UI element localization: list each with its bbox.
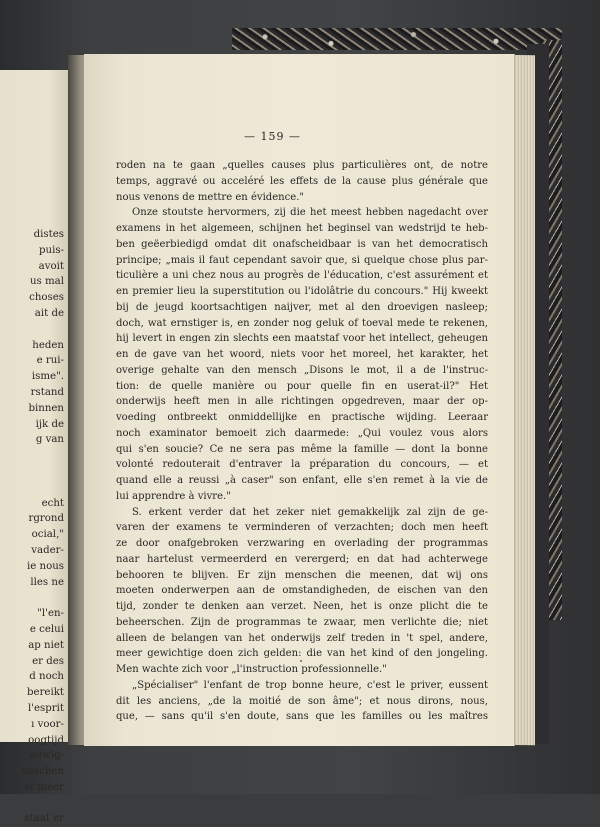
left-page-line: rstand [30, 386, 64, 398]
left-page-line: avoit [38, 260, 64, 272]
left-page-line: l'esprit [27, 702, 64, 714]
left-page-line: isme". [31, 371, 64, 383]
left-page-line: heden [32, 339, 64, 351]
text-line: dit les anciens, „de la moitié de son âme"; et nous dirons, nous, [116, 695, 488, 707]
text-line: alleen de belangen van het onderwijs zelf treden in 't spel, andere, [116, 632, 488, 644]
left-page-line: e celui [29, 623, 64, 635]
text-line: voeding ontbreekt onmiddellijke en practische wijding. Leeraar [116, 412, 488, 423]
left-page-line: ie nous [26, 560, 64, 572]
text-line: overige gehalte van den mensch „Disons le mot, il a de l'instruc- [116, 364, 488, 376]
text-line: temps, aggravé ou acceléré les effets de la cause plus générale que [116, 175, 488, 187]
left-page-line: g van [35, 434, 64, 446]
left-page-text [0, 227, 68, 827]
left-page-line: ocial," [31, 529, 64, 541]
text-line: volonté redouterait d'entraver la préparation du concours, — et [116, 459, 488, 471]
left-page-line: vader- [31, 544, 64, 556]
text-line: meer gewichtige doen zich gelden: die van het kind of den jongeling. [116, 648, 488, 660]
left-page-line: ijk de [35, 418, 64, 430]
left-page [0, 70, 72, 825]
marbled-cover-top [232, 28, 562, 50]
page-number: — 159 — [244, 130, 301, 143]
left-page-line [0, 322, 68, 338]
text-line: onderwijs heeft men in alle richtingen opgedreven, maar der op- [116, 396, 488, 408]
left-page-line: oogtijd [28, 734, 64, 746]
text-line: que, — sans qu'il s'en doute, sans que les familles ou les maîtres [116, 711, 488, 723]
left-page-line: d noch [29, 671, 64, 683]
text-line: quand elle a reussi „à caser" son enfant, elle s'en remet à la vie de [116, 475, 488, 486]
left-page-line: e rui- [36, 355, 64, 367]
left-page-line: er des [32, 655, 64, 667]
left-page-line: bereikt [27, 687, 64, 699]
text-line: nous venons de mettre en évidence." [116, 191, 305, 203]
left-page-line [0, 480, 68, 496]
text-line: beheerschen. Zijn de programmas te zwaar, men verlichte die; niet [116, 616, 488, 628]
left-page-line [0, 796, 68, 812]
text-line: noch examinator bemoeit zich daarmede: „Qui voulez vous alors [116, 427, 488, 439]
left-page-line: ı voor- [31, 718, 64, 730]
left-page-line: et meer [24, 781, 64, 793]
left-page-line: puis- [38, 244, 64, 256]
left-page-line: lles ne [30, 576, 64, 588]
left-page-line: distes [33, 229, 64, 240]
left-page-line: choses [29, 292, 64, 304]
text-line: behooren te blijven. Er zijn menschen die meenen, dat wij ons [116, 569, 488, 581]
left-page-line: staat er [24, 813, 64, 825]
text-line: S. erkent verder dat het zeker niet gemakkelijk zal zijn de ge- [132, 506, 488, 518]
text-line: bij de jeugd koortsachtigen naijver, met al den droevigen nasleep; [116, 301, 488, 313]
text-line: varen der examens te verminderen of verzachten; doch men heeft [116, 522, 488, 534]
text-line: Men wachte zich voor „l'instruction professionnelle." [116, 664, 387, 675]
text-line: hij levert in engen zin slechts een maatstaf voor het intellect, geheugen [116, 333, 488, 345]
text-line: en premier lieu la superstitution ou l'idolâtrie du concours." Hij kweekt [116, 286, 488, 297]
left-page-line: ait de [34, 307, 64, 319]
text-line: tion: de quelle manière ou pour quelle fin en userat-il?" Het [116, 380, 488, 392]
text-line: roden na te gaan „quelles causes plus particulières ont, de notre [116, 160, 488, 171]
text-line: „Spécialiser" l'enfant de trop bonne heure, c'est le priver, eussent [132, 679, 488, 691]
body-text [116, 158, 488, 725]
text-line: tijd, zonder te denken aan verzet. Neen, het is onze plicht die te [116, 601, 488, 612]
text-line: ben geëerbiedigd omdat dit onafscheidbaar is van het democratisch [116, 238, 488, 250]
left-page-line [0, 464, 68, 480]
text-line: Onze stoutste hervormers, zij die het meest hebben nagedacht over [132, 207, 488, 219]
left-page-line: echt [41, 497, 64, 509]
left-page-line: usschen [22, 766, 64, 778]
text-line: qui s'en soucie? Ce ne sera pas même la famille — dont la bonne [116, 443, 488, 455]
text-line: en de gave van het woord, niets voor het moreel, het karakter, het [116, 349, 488, 360]
print-speck [300, 660, 302, 662]
left-page-line: binnen [28, 402, 64, 414]
left-page-line [0, 590, 68, 606]
left-page-line: "l'en- [37, 608, 64, 620]
left-page-line: euwig- [29, 750, 64, 762]
text-line: moeten onderwerpen aan de omstandigheden, de eischen van den [116, 585, 488, 597]
text-line: examens in het algemeen, schijnen het beginsel van wedstrijd te heb- [116, 223, 488, 234]
text-line: doch, wat ernstiger is, en zonder nog geluk of toeval mede te rekenen, [116, 317, 488, 329]
left-page-line: rgrond [28, 513, 64, 525]
left-page-line: us mal [29, 276, 64, 288]
text-line: ticulière a uni chez nous au progrès de l'éducation, c'est assurément et [116, 270, 488, 282]
left-page-line [0, 448, 68, 464]
text-line: naar hartelust vermeerderd en verergerd; en dat had achterwege [116, 553, 488, 565]
text-line: ze door onafgebroken verzwaring en overlading der programmas [116, 538, 488, 549]
text-line: lui apprendre à vivre." [116, 490, 231, 502]
text-line: principe; „mais il faut cependant savoir que, si quelque chose plus par- [116, 254, 488, 266]
left-page-line: ap niet [28, 639, 64, 651]
